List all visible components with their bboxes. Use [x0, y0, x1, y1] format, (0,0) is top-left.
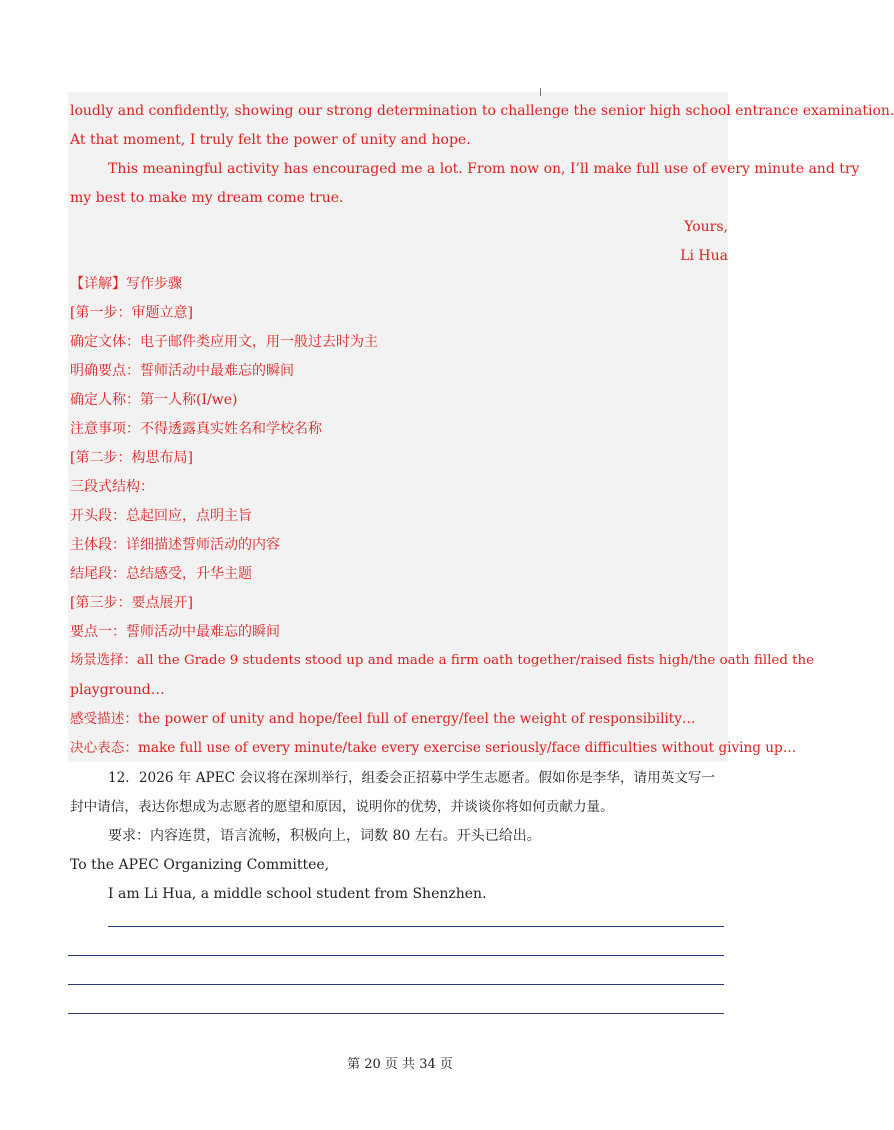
step-heading: [第三步：要点展开] — [70, 595, 193, 611]
answer-line: This meaningful activity has encouraged me a lot. From now on, I’ll make full use of every minute and try — [108, 161, 860, 177]
letter-opening-sentence: I am Li Hua, a middle school student from Shenzhen. — [108, 886, 487, 902]
explanation-item: 开头段：总起回应，点明主旨 — [70, 508, 252, 524]
explanation-item: 结尾段：总结感受，升华主题 — [70, 566, 252, 582]
explanation-item: playground… — [70, 682, 165, 698]
explanation-item: 三段式结构： — [70, 479, 154, 495]
explanation-heading: 【详解】写作步骤 — [70, 276, 182, 292]
explanation-item: 决心表态：make full use of every minute/take every exercise seriously/face difficulties without giving up… — [70, 740, 797, 756]
letter-closing: Yours, — [684, 219, 728, 235]
explanation-item: 确定文体：电子邮件类应用文，用一般过去时为主 — [70, 334, 378, 350]
explanation-item: 主体段：详细描述誓师活动的内容 — [70, 537, 280, 553]
question-prompt: 12．2026 年 APEC 会议将在深圳举行，组委会正招募中学生志愿者。假如你是李华，请用英文写一 — [108, 770, 716, 786]
letter-signature: Li Hua — [680, 248, 728, 264]
page-number: 第 20 页 共 34 页 — [347, 1057, 453, 1072]
explanation-item: 感受描述：the power of unity and hope/feel full of energy/feel the weight of responsibility… — [70, 711, 696, 727]
answer-line: loudly and confidently, showing our strong determination to challenge the senior high school entrance examination. — [70, 103, 894, 119]
question-requirements: 要求：内容连贯，语言流畅，积极向上，词数 80 左右。开头已给出。 — [108, 828, 541, 844]
letter-salutation: To the APEC Organizing Committee, — [70, 857, 330, 873]
explanation-item: 注意事项：不得透露真实姓名和学校名称 — [70, 421, 322, 437]
step-heading: [第一步：审题立意] — [70, 305, 193, 321]
writing-line — [68, 955, 724, 956]
answer-line: At that moment, I truly felt the power of unity and hope. — [70, 132, 471, 148]
explanation-item: 场景选择：all the Grade 9 students stood up and made a firm oath together/raised fists high/the oath filled the — [70, 653, 815, 668]
writing-line — [68, 984, 724, 985]
writing-line — [108, 926, 724, 927]
explanation-item: 要点一：誓师活动中最难忘的瞬间 — [70, 624, 280, 640]
step-heading: [第二步：构思布局] — [70, 450, 193, 466]
explanation-item: 明确要点：誓师活动中最难忘的瞬间 — [70, 363, 294, 379]
explanation-item: 确定人称：第一人称(I/we) — [70, 392, 238, 408]
answer-line: my best to make my dream come true. — [70, 190, 344, 206]
margin-mark — [540, 88, 541, 96]
question-prompt: 封中请信，表达你想成为志愿者的愿望和原因，说明你的优势，并谈谈你将如何贡献力量。 — [70, 799, 614, 815]
writing-line — [68, 1013, 724, 1014]
